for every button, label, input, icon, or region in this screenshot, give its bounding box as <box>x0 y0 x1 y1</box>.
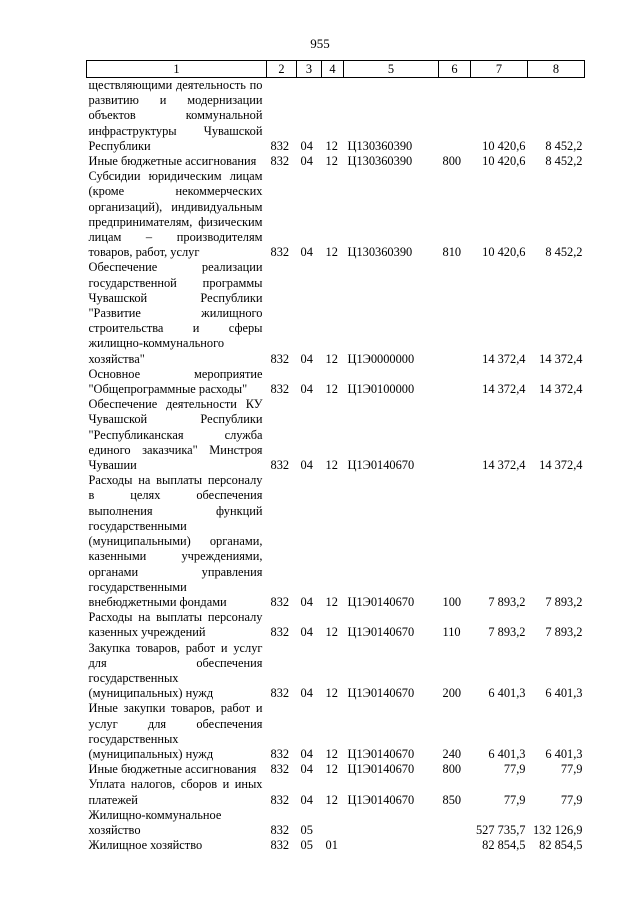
table-row <box>87 641 585 702</box>
amount-col-7: 10 420,6 <box>482 138 526 153</box>
subsection-code: 12 <box>325 746 338 761</box>
section-code: 04 <box>300 351 313 366</box>
expense-type-code: 200 <box>442 686 462 701</box>
page-number: 955 <box>310 36 330 51</box>
table-row <box>87 777 585 807</box>
section-code: 04 <box>300 382 313 397</box>
section-code: 04 <box>300 154 313 169</box>
subsection-code: 01 <box>325 838 338 853</box>
row-name: Обеспечение деятельности КУ Чувашской Республики "Республиканская служба единого заказчика" Минстроя Чувашии <box>88 397 263 473</box>
amount-col-7: 6 401,3 <box>488 686 526 701</box>
table-row <box>87 78 585 155</box>
amount-col-7: 77,9 <box>503 792 526 807</box>
amount-col-8: 132 126,9 <box>532 822 583 837</box>
expense-type-code <box>439 397 471 473</box>
ministry-code: 832 <box>270 838 290 853</box>
amount-col-8: 14 372,4 <box>539 351 583 366</box>
column-header: 8 <box>528 61 585 78</box>
budget-table <box>86 60 585 853</box>
table-row <box>87 762 585 777</box>
section-code: 04 <box>300 458 313 473</box>
subsection-code: 12 <box>325 686 338 701</box>
target-article-code: Ц1Э0100000 <box>347 382 415 397</box>
amount-col-8: 77,9 <box>560 762 583 777</box>
table-body <box>87 78 585 854</box>
subsection-code: 12 <box>325 154 338 169</box>
target-article-code: Ц1Э0140670 <box>347 458 415 473</box>
column-header: 2 <box>267 61 297 78</box>
subsection-code: 12 <box>325 245 338 260</box>
table-row <box>87 367 585 397</box>
amount-col-8: 8 452,2 <box>545 138 583 153</box>
amount-col-7: 14 372,4 <box>482 351 526 366</box>
expense-type-code: 110 <box>442 625 461 640</box>
ministry-code: 832 <box>270 458 290 473</box>
subsection-code: 12 <box>325 792 338 807</box>
target-article-code <box>344 808 439 838</box>
amount-col-8: 8 452,2 <box>545 245 583 260</box>
target-article-code: Ц130360390 <box>347 154 413 169</box>
row-name: Жилищное хозяйство <box>88 838 203 853</box>
expense-type-code: 810 <box>442 245 462 260</box>
section-code: 04 <box>300 686 313 701</box>
amount-col-8: 7 893,2 <box>545 625 583 640</box>
expense-type-code: 240 <box>442 746 462 761</box>
amount-col-7: 6 401,3 <box>488 746 526 761</box>
section-code: 04 <box>300 746 313 761</box>
table-row <box>87 260 585 366</box>
ministry-code: 832 <box>270 746 290 761</box>
amount-col-8: 6 401,3 <box>545 686 583 701</box>
target-article-code: Ц1Э0000000 <box>347 351 415 366</box>
table-row <box>87 154 585 169</box>
table-row <box>87 397 585 473</box>
target-article-code <box>344 838 439 853</box>
column-header: 1 <box>87 61 267 78</box>
column-header: 6 <box>439 61 471 78</box>
column-header: 7 <box>471 61 528 78</box>
amount-col-7: 10 420,6 <box>482 245 526 260</box>
amount-col-8: 14 372,4 <box>539 382 583 397</box>
ministry-code: 832 <box>270 625 290 640</box>
column-header: 4 <box>322 61 344 78</box>
column-header: 5 <box>344 61 439 78</box>
amount-col-7: 10 420,6 <box>482 154 526 169</box>
ministry-code: 832 <box>270 154 290 169</box>
ministry-code: 832 <box>270 762 290 777</box>
row-name: Субсидии юридическим лицам (кроме некоммерческих организаций), индивидуальным предпринимателям, физическим лицам – производителям товаров, работ, услуг <box>88 169 263 260</box>
row-name: Основное мероприятие "Общепрограммные расходы" <box>88 366 263 397</box>
expense-type-code <box>439 78 471 155</box>
section-code: 04 <box>300 762 313 777</box>
amount-col-8: 77,9 <box>560 792 583 807</box>
expense-type-code <box>439 260 471 366</box>
expense-type-code: 800 <box>442 762 462 777</box>
row-name: Закупка товаров, работ и услуг для обеспечения государственных (муниципальных) нужд <box>88 640 263 701</box>
ministry-code: 832 <box>270 686 290 701</box>
amount-col-8: 7 893,2 <box>545 594 583 609</box>
target-article-code: Ц1Э0140670 <box>347 792 415 807</box>
section-code: 04 <box>300 625 313 640</box>
expense-type-code <box>439 808 471 838</box>
row-name: Расходы на выплаты персоналу в целях обеспечения выполнения функций государственными (муниципальными) органами, казенными учреждениями, органами управления государственными внебюджетными фондами <box>88 473 263 609</box>
amount-col-7: 77,9 <box>503 762 526 777</box>
target-article-code: Ц1Э0140670 <box>347 625 415 640</box>
amount-col-7: 14 372,4 <box>482 382 526 397</box>
subsection-code: 12 <box>325 138 338 153</box>
subsection-code: 12 <box>325 594 338 609</box>
table-row <box>87 808 585 838</box>
ministry-code: 832 <box>270 351 290 366</box>
section-code: 04 <box>300 245 313 260</box>
ministry-code: 832 <box>270 822 290 837</box>
table-header-row <box>87 61 585 78</box>
target-article-code: Ц1Э0140670 <box>347 594 415 609</box>
subsection-code: 12 <box>325 351 338 366</box>
row-name: Обеспечение реализации государственной программы Чувашской Республики "Развитие жилищного строительства и сферы жилищно-коммунального хозяйства" <box>88 260 263 366</box>
row-name: Расходы на выплаты персоналу казенных учреждений <box>88 610 263 640</box>
target-article-code: Ц1Э0140670 <box>347 762 415 777</box>
ministry-code: 832 <box>270 138 290 153</box>
target-article-code: Ц130360390 <box>347 245 413 260</box>
amount-col-8: 6 401,3 <box>545 746 583 761</box>
section-code: 05 <box>300 838 313 853</box>
ministry-code: 832 <box>270 594 290 609</box>
expense-type-code <box>439 367 471 397</box>
ministry-code: 832 <box>270 245 290 260</box>
ministry-code: 832 <box>270 792 290 807</box>
subsection-code <box>322 808 344 838</box>
row-name: Уплата налогов, сборов и иных платежей <box>88 777 263 807</box>
amount-col-7: 82 854,5 <box>482 838 526 853</box>
ministry-code: 832 <box>270 382 290 397</box>
row-name: Иные бюджетные ассигнования <box>88 154 257 169</box>
section-code: 04 <box>300 594 313 609</box>
subsection-code: 12 <box>325 625 338 640</box>
row-name: ществляющими деятельность по развитию и модернизации объектов коммунальной инфраструктуры Чувашской Республики <box>88 78 263 153</box>
amount-col-8: 8 452,2 <box>545 154 583 169</box>
column-header: 3 <box>297 61 322 78</box>
expense-type-code <box>439 838 471 853</box>
target-article-code: Ц1Э0140670 <box>347 686 415 701</box>
amount-col-7: 7 893,2 <box>488 625 526 640</box>
table-row <box>87 169 585 260</box>
expense-type-code: 100 <box>442 594 462 609</box>
amount-col-8: 14 372,4 <box>539 458 583 473</box>
table-row <box>87 701 585 762</box>
amount-col-7: 14 372,4 <box>482 458 526 473</box>
expense-type-code: 800 <box>442 154 462 169</box>
section-code: 04 <box>300 792 313 807</box>
amount-col-7: 527 735,7 <box>475 822 526 837</box>
subsection-code: 12 <box>325 382 338 397</box>
table-row <box>87 838 585 853</box>
section-code: 05 <box>300 822 313 837</box>
expense-type-code: 850 <box>442 792 462 807</box>
subsection-code: 12 <box>325 762 338 777</box>
section-code: 04 <box>300 138 313 153</box>
row-name: Жилищно-коммунальное хозяйство <box>88 807 222 837</box>
amount-col-8: 82 854,5 <box>539 838 583 853</box>
subsection-code: 12 <box>325 458 338 473</box>
target-article-code: Ц130360390 <box>347 138 413 153</box>
row-name: Иные закупки товаров, работ и услуг для обеспечения государственных (муниципальных) нужд <box>88 701 263 761</box>
target-article-code: Ц1Э0140670 <box>347 746 415 761</box>
table-row <box>87 610 585 640</box>
amount-col-7: 7 893,2 <box>488 594 526 609</box>
table-row <box>87 473 585 610</box>
row-name: Иные бюджетные ассигнования <box>88 762 257 777</box>
